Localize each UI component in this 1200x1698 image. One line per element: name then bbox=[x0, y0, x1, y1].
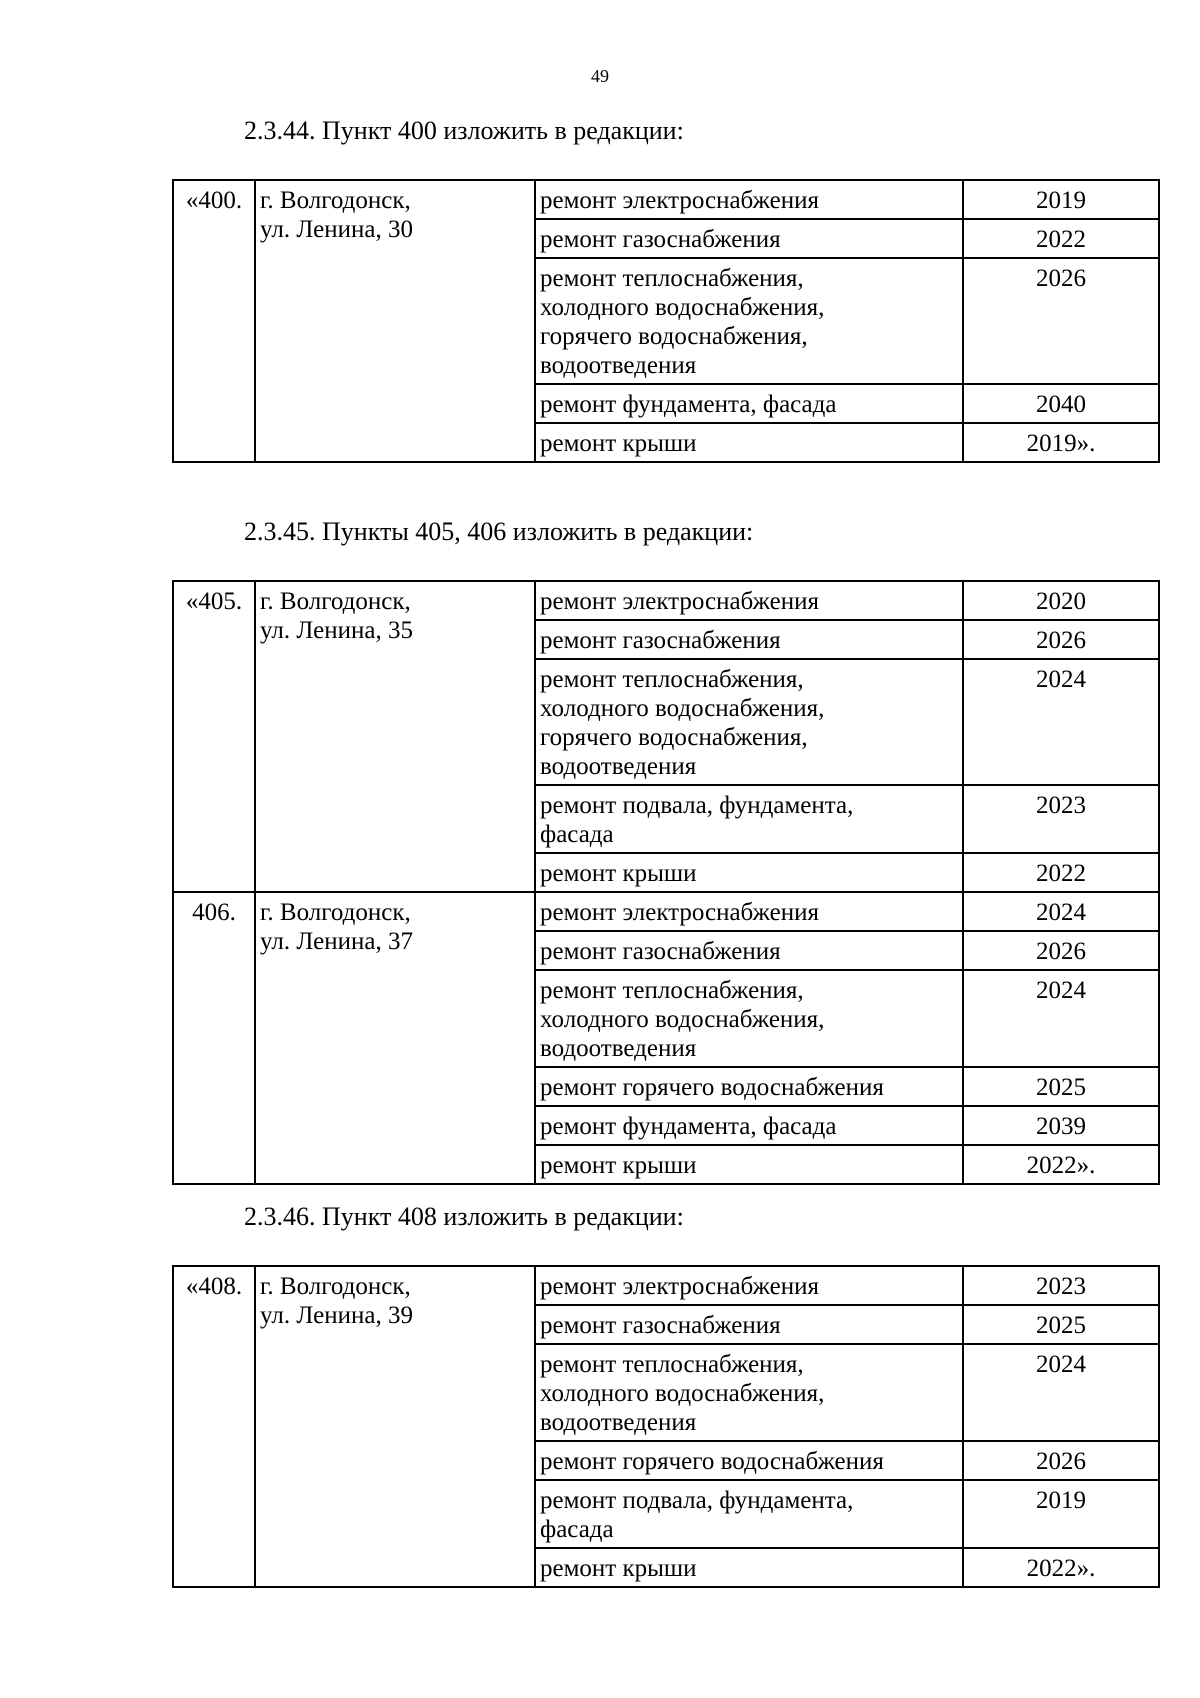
work-type-line: ремонт электроснабжения bbox=[540, 899, 819, 926]
work-type-line: водоотведения bbox=[540, 1035, 697, 1062]
table-row bbox=[173, 892, 1159, 931]
work-type-cell bbox=[535, 581, 963, 620]
work-type-line: ремонт электроснабжения bbox=[540, 187, 819, 214]
work-type-line: ремонт горячего водоснабжения bbox=[540, 1074, 884, 1101]
year-cell: 2019 bbox=[963, 1480, 1159, 1548]
work-type-line: ремонт газоснабжения bbox=[540, 226, 781, 253]
work-type-line: холодного водоснабжения, bbox=[540, 695, 825, 722]
work-type-line: ремонт теплоснабжения, bbox=[540, 666, 804, 693]
work-type-cell bbox=[535, 659, 963, 785]
work-type-line: ремонт фундамента, фасада bbox=[540, 1113, 837, 1140]
work-type-line: ремонт газоснабжения bbox=[540, 938, 781, 965]
table-row bbox=[173, 1266, 1159, 1305]
year-cell: 2024 bbox=[963, 892, 1159, 931]
work-type-line: холодного водоснабжения, bbox=[540, 1380, 825, 1407]
address-cell bbox=[255, 581, 535, 892]
work-type-cell bbox=[535, 1548, 963, 1587]
year-cell: 2024 bbox=[963, 659, 1159, 785]
work-type-line: ремонт горячего водоснабжения bbox=[540, 1448, 884, 1475]
section-heading-3: 2.3.46. Пункт 408 изложить в редакции: bbox=[244, 1202, 684, 1231]
address-line: г. Волгодонск, bbox=[260, 187, 411, 214]
table-row bbox=[173, 180, 1159, 219]
work-type-cell bbox=[535, 258, 963, 384]
work-type-cell bbox=[535, 1344, 963, 1441]
year-cell: 2040 bbox=[963, 384, 1159, 423]
work-type-cell bbox=[535, 1106, 963, 1145]
item-number: «405. bbox=[173, 581, 255, 892]
page-number: 49 bbox=[591, 66, 609, 86]
work-type-line: ремонт газоснабжения bbox=[540, 1312, 781, 1339]
address-line: ул. Ленина, 35 bbox=[260, 617, 413, 644]
work-type-line: ремонт фундамента, фасада bbox=[540, 391, 837, 418]
year-cell: 2026 bbox=[963, 620, 1159, 659]
work-type-cell bbox=[535, 1480, 963, 1548]
address-cell bbox=[255, 180, 535, 462]
work-type-cell bbox=[535, 180, 963, 219]
work-type-line: ремонт теплоснабжения, bbox=[540, 1351, 804, 1378]
work-type-line: водоотведения bbox=[540, 352, 697, 379]
item-number: 406. bbox=[173, 892, 255, 1184]
work-type-line: ремонт подвала, фундамента, bbox=[540, 792, 854, 819]
work-type-line: ремонт крыши bbox=[540, 1555, 697, 1582]
work-type-line: ремонт крыши bbox=[540, 860, 697, 887]
section-heading-2: 2.3.45. Пункты 405, 406 изложить в редакции: bbox=[244, 517, 754, 546]
year-cell: 2023 bbox=[963, 785, 1159, 853]
work-type-cell bbox=[535, 892, 963, 931]
table-section-3 bbox=[172, 1265, 1160, 1588]
year-cell: 2025 bbox=[963, 1305, 1159, 1344]
work-type-cell bbox=[535, 1305, 963, 1344]
work-type-cell bbox=[535, 931, 963, 970]
work-type-line: ремонт крыши bbox=[540, 1152, 697, 1179]
work-type-line: водоотведения bbox=[540, 1409, 697, 1436]
year-cell: 2022 bbox=[963, 853, 1159, 892]
section-heading-1: 2.3.44. Пункт 400 изложить в редакции: bbox=[244, 116, 684, 145]
year-cell: 2039 bbox=[963, 1106, 1159, 1145]
work-type-line: горячего водоснабжения, bbox=[540, 323, 808, 350]
address-line: ул. Ленина, 30 bbox=[260, 216, 413, 243]
address-line: ул. Ленина, 37 bbox=[260, 928, 413, 955]
work-type-line: холодного водоснабжения, bbox=[540, 1006, 825, 1033]
year-cell: 2022». bbox=[963, 1548, 1159, 1587]
work-type-line: ремонт электроснабжения bbox=[540, 588, 819, 615]
work-type-cell bbox=[535, 384, 963, 423]
address-cell bbox=[255, 892, 535, 1184]
work-type-line: водоотведения bbox=[540, 753, 697, 780]
work-type-line: ремонт теплоснабжения, bbox=[540, 265, 804, 292]
work-type-cell bbox=[535, 785, 963, 853]
year-cell: 2026 bbox=[963, 1441, 1159, 1480]
year-cell: 2026 bbox=[963, 931, 1159, 970]
work-type-line: фасада bbox=[540, 1516, 614, 1543]
year-cell: 2019». bbox=[963, 423, 1159, 462]
year-cell: 2024 bbox=[963, 1344, 1159, 1441]
work-type-line: ремонт электроснабжения bbox=[540, 1273, 819, 1300]
work-type-cell bbox=[535, 423, 963, 462]
address-line: ул. Ленина, 39 bbox=[260, 1302, 413, 1329]
table-section-2 bbox=[172, 580, 1160, 1185]
year-cell: 2026 bbox=[963, 258, 1159, 384]
work-type-cell bbox=[535, 620, 963, 659]
work-type-line: ремонт теплоснабжения, bbox=[540, 977, 804, 1004]
year-cell: 2020 bbox=[963, 581, 1159, 620]
year-cell: 2022». bbox=[963, 1145, 1159, 1184]
work-type-cell bbox=[535, 219, 963, 258]
work-type-cell bbox=[535, 970, 963, 1067]
work-type-line: ремонт газоснабжения bbox=[540, 627, 781, 654]
work-type-cell bbox=[535, 853, 963, 892]
address-line: г. Волгодонск, bbox=[260, 1273, 411, 1300]
address-cell bbox=[255, 1266, 535, 1587]
table-row bbox=[173, 581, 1159, 620]
work-type-line: горячего водоснабжения, bbox=[540, 724, 808, 751]
year-cell: 2023 bbox=[963, 1266, 1159, 1305]
work-type-cell bbox=[535, 1441, 963, 1480]
work-type-line: ремонт крыши bbox=[540, 430, 697, 457]
work-type-line: холодного водоснабжения, bbox=[540, 294, 825, 321]
address-line: г. Волгодонск, bbox=[260, 588, 411, 615]
item-number: «408. bbox=[173, 1266, 255, 1587]
year-cell: 2019 bbox=[963, 180, 1159, 219]
work-type-cell bbox=[535, 1067, 963, 1106]
work-type-line: ремонт подвала, фундамента, bbox=[540, 1487, 854, 1514]
work-type-line: фасада bbox=[540, 821, 614, 848]
table-section-1 bbox=[172, 179, 1160, 463]
work-type-cell bbox=[535, 1266, 963, 1305]
item-number: «400. bbox=[173, 180, 255, 462]
year-cell: 2025 bbox=[963, 1067, 1159, 1106]
work-type-cell bbox=[535, 1145, 963, 1184]
year-cell: 2024 bbox=[963, 970, 1159, 1067]
year-cell: 2022 bbox=[963, 219, 1159, 258]
address-line: г. Волгодонск, bbox=[260, 899, 411, 926]
